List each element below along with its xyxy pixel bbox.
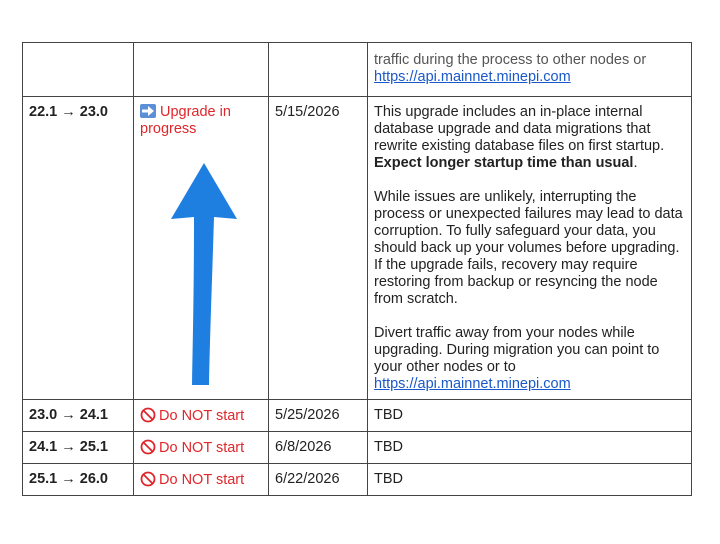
upward-arrow-annotation <box>164 153 244 393</box>
version-cell: 25.1 → 26.0 <box>23 464 134 496</box>
version-cell: 22.1 → 23.0 <box>23 97 134 400</box>
prohibited-icon <box>140 471 156 487</box>
status-label: Upgrade in progress <box>140 104 231 137</box>
notes-cell: TBD <box>368 432 692 464</box>
notes-cell <box>368 97 692 400</box>
note-paragraph: This upgrade includes an in-place internal database upgrade and data migrations that rewrite existing database files on first startup. Expect longer startup time than usual. <box>374 104 665 171</box>
note-paragraph: Divert traffic away from your nodes while upgrading. During migration you can point to your other nodes or to https://api.mainnet.minepi.com <box>374 325 660 392</box>
table-row <box>23 43 692 97</box>
right-arrow-icon <box>140 104 156 118</box>
status-cell: Do NOT start <box>134 400 269 432</box>
table-row <box>23 464 692 496</box>
status-cell: Do NOT start <box>134 464 269 496</box>
date-cell <box>269 43 368 97</box>
version-cell: 23.0 → 24.1 <box>23 400 134 432</box>
date-cell: 5/15/2026 <box>269 97 368 400</box>
prohibited-icon <box>140 407 156 423</box>
date-cell: 5/25/2026 <box>269 400 368 432</box>
table-row <box>23 432 692 464</box>
date-cell: 6/8/2026 <box>269 432 368 464</box>
prohibited-icon <box>140 439 156 455</box>
notes-cell <box>368 43 692 97</box>
status-cell <box>134 43 269 97</box>
api-link[interactable]: https://api.mainnet.minepi.com <box>374 376 571 392</box>
notes-text: traffic during the process to other nodes or <box>374 52 647 68</box>
version-cell: 24.1 → 25.1 <box>23 432 134 464</box>
date-cell: 6/22/2026 <box>269 464 368 496</box>
upgrade-schedule-table <box>22 42 692 496</box>
version-cell <box>23 43 134 97</box>
table-row <box>23 97 692 400</box>
api-link[interactable]: https://api.mainnet.minepi.com <box>374 69 571 85</box>
note-paragraph: While issues are unlikely, interrupting the process or unexpected failures may lead to data corruption. To fully safeguard your data, you should back up your volumes before upgrading. If the upgrade fails, recovery may require restoring from backup or resyncing the node from scratch. <box>374 189 683 307</box>
table-row <box>23 400 692 432</box>
notes-cell: TBD <box>368 400 692 432</box>
notes-cell: TBD <box>368 464 692 496</box>
status-cell: Do NOT start <box>134 432 269 464</box>
status-cell <box>134 97 269 400</box>
